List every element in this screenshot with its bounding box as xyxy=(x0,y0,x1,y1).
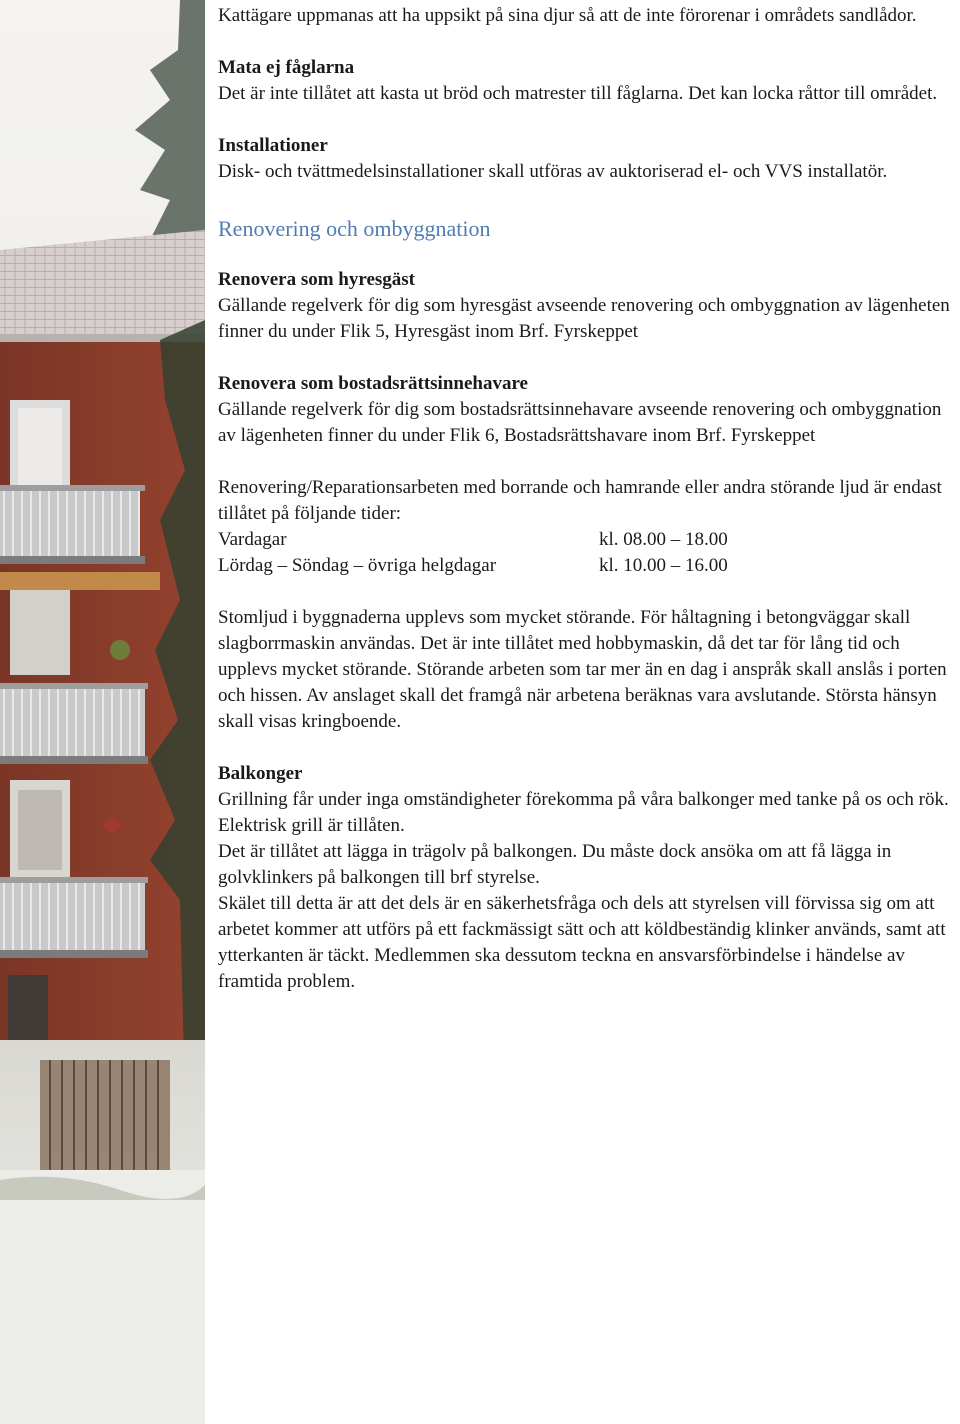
apartment-building-photo xyxy=(0,0,205,1424)
hours-time: kl. 10.00 – 16.00 xyxy=(599,555,728,576)
tenant-paragraph: Gällande regelverk för dig som hyresgäst avseende renovering och ombyggnation av lägenheten finner du under Flik 5, Hyresgäst inom Brf. Fyrskeppet xyxy=(218,295,950,342)
installations-paragraph: Disk- och tvättmedelsinstallationer skall utföras av auktoriserad el- och VVS installatör. xyxy=(218,161,888,182)
structure-noise-paragraph: Stomljud i byggnaderna upplevs som mycket störande. För håltagning i betongväggar skall slagborrmaskin användas. Det är inte tillåtet med hobbymaskin, då det tar för lång tid och upplevs mycket störande. Störande arbeten som tar mer än en dag i anspråk skall anslås i porten och hissen. Av anslaget skall det framgå när arbetena beräknas vara avslutande. Största hänsyn skall visas kringboende. xyxy=(218,607,947,732)
installations-heading: Installationer xyxy=(218,135,328,156)
noise-intro-paragraph: Renovering/Reparationsarbeten med borrande och hamrande eller andra störande ljud är endast tillåtet på följande tider: xyxy=(218,477,942,524)
hours-day: Vardagar xyxy=(218,529,287,550)
allowed-hours-table xyxy=(218,527,956,579)
hours-row xyxy=(218,527,956,553)
document-body xyxy=(218,3,956,995)
birds-paragraph: Det är inte tillåtet att kasta ut bröd och matrester till fåglarna. Det kan locka råttor till området. xyxy=(218,83,938,104)
renovation-section-title: Renovering och ombyggnation xyxy=(218,216,491,241)
balconies-paragraph: Skälet till detta är att det dels är en säkerhetsfråga och dels att styrelsen vill förvissa sig om att arbetet kommer att utförs på ett fackmässigt sätt och att köldbeständig klinker används, samt att ytterkanten är täckt. Medlemmen ska dessutom teckna en ansvarsförbindelse i händelse av framtida problem. xyxy=(218,893,946,992)
balconies-paragraph: Grillning får under inga omständigheter förekomma på våra balkonger med tanke på os och rök. Elektrisk grill är tillåten. xyxy=(218,789,949,836)
balconies-paragraph: Det är tillåtet att lägga in trägolv på balkongen. Du måste dock ansöka om att få lägga in golvklinkers på balkongen till brf styrelse. xyxy=(218,841,892,888)
balconies-heading: Balkonger xyxy=(218,763,303,784)
hours-row xyxy=(218,553,956,579)
hours-day: Lördag – Söndag – övriga helgdagar xyxy=(218,555,497,576)
owner-paragraph: Gällande regelverk för dig som bostadsrättsinnehavare avseende renovering och ombyggnation av lägenheten finner du under Flik 6, Bostadsrättshavare inom Brf. Fyrskeppet xyxy=(218,399,942,446)
birds-heading: Mata ej fåglarna xyxy=(218,57,355,78)
owner-heading: Renovera som bostadsrättsinnehavare xyxy=(218,373,528,394)
pets-paragraph: Kattägare uppmanas att ha uppsikt på sina djur så att de inte förorenar i områdets sandlådor. xyxy=(218,5,917,26)
tenant-heading: Renovera som hyresgäst xyxy=(218,269,416,290)
hours-time: kl. 08.00 – 18.00 xyxy=(599,529,728,550)
